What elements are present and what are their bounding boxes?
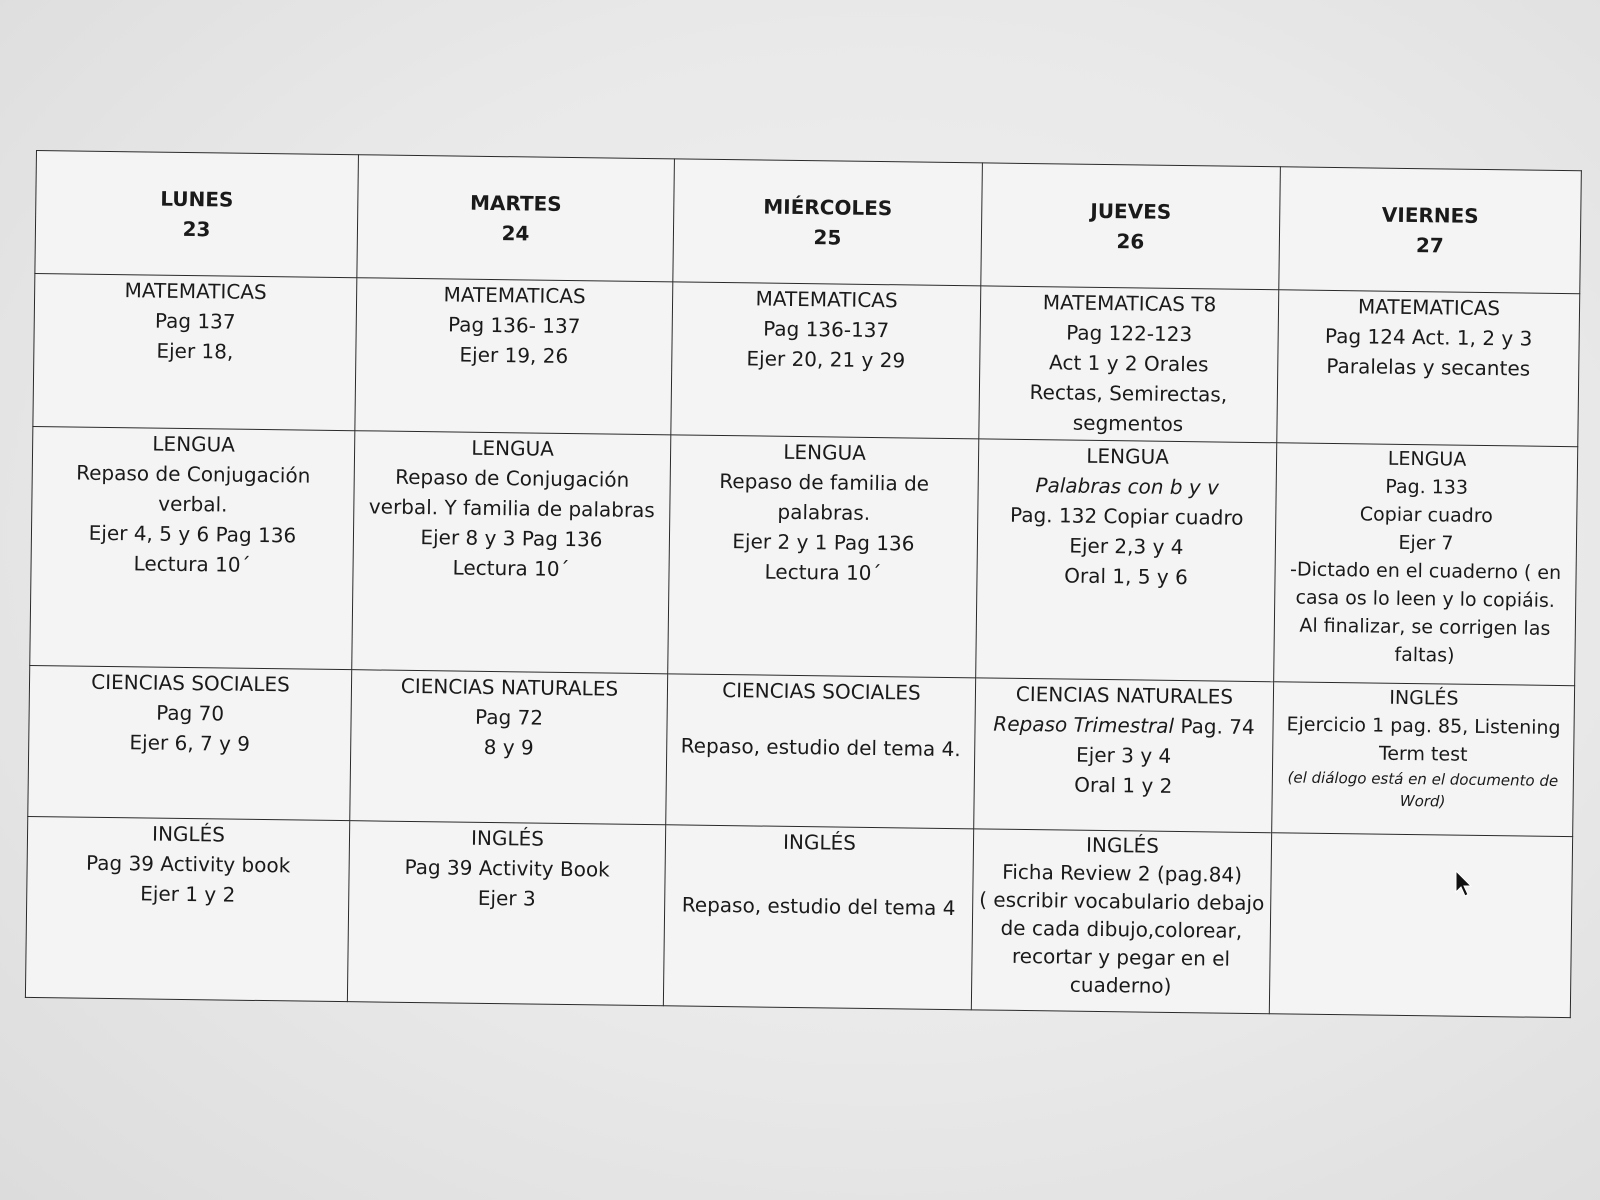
- day-header-friday: [1279, 167, 1582, 294]
- day-header-wednesday: [673, 159, 983, 286]
- task-line: Ejer 8 y 3 Pag 136: [420, 525, 603, 552]
- subject-label: INGLÉS: [470, 825, 545, 851]
- task-line: Pag 124 Act. 1, 2 y 3: [1324, 323, 1533, 351]
- subject-label: MATEMATICAS T8: [1042, 290, 1217, 317]
- subject-label: INGLÉS: [782, 829, 857, 855]
- task-line: [979, 708, 1268, 742]
- subject-label: INGLÉS: [1389, 686, 1459, 710]
- task-page: Pag. 74: [1180, 714, 1255, 740]
- task-line: Pag 70: [156, 700, 225, 726]
- cell-friday-1: [1277, 290, 1580, 447]
- task-line: Ejer 2 y 1 Pag 136: [732, 529, 915, 556]
- subject-label: LENGUA: [783, 439, 867, 465]
- subject-label: LENGUA: [471, 435, 555, 461]
- task-line: Repaso, estudio del tema 4: [681, 892, 956, 921]
- weekly-schedule-table: [25, 150, 1582, 1018]
- subject-label: CIENCIAS NATURALES: [1015, 681, 1234, 709]
- task-line: Copiar cuadro: [1359, 503, 1493, 528]
- day-date: 26: [1116, 229, 1145, 254]
- mouse-pointer-icon: [1455, 870, 1473, 898]
- task-line: Ejer 4, 5 y 6 Pag 136: [88, 520, 297, 548]
- subject-label: MATEMATICAS: [443, 282, 586, 309]
- cell-tuesday-1: [355, 278, 673, 435]
- task-line: 8 y 9: [483, 734, 534, 760]
- schedule-row-4: [25, 816, 1572, 1017]
- task-line: Repaso de familia de: [719, 468, 930, 496]
- subject-label: LENGUA: [152, 431, 236, 457]
- task-line: casa os lo leen y lo copiáis.: [1295, 586, 1556, 612]
- subject-label: MATEMATICAS: [755, 286, 898, 313]
- subject-label: MATEMATICAS: [124, 278, 267, 305]
- cell-monday-1: [33, 273, 357, 430]
- task-line: Pag. 132 Copiar cuadro: [1009, 502, 1244, 530]
- task-line: Paralelas y secantes: [1326, 353, 1531, 381]
- task-line: Oral 1 y 2: [1074, 772, 1173, 798]
- task-line: ( escribir vocabulario debajo: [979, 887, 1265, 916]
- day-date: 25: [813, 225, 842, 250]
- task-line: Pag 72: [474, 704, 544, 730]
- cell-thursday-2: [976, 439, 1277, 682]
- cell-monday-4: [25, 816, 349, 1001]
- task-line: Ejer 3 y 4: [1075, 742, 1172, 768]
- task-line: Pag 136- 137: [447, 312, 581, 339]
- schedule-sheet: [25, 150, 1581, 1025]
- cell-friday-4-empty: [1269, 833, 1572, 1018]
- task-line: Al finalizar, se corrigen las: [1299, 614, 1551, 640]
- day-name: MARTES: [469, 190, 562, 216]
- task-line: de cada dibujo,colorear,: [1000, 915, 1243, 943]
- day-name: JUEVES: [1090, 198, 1172, 224]
- cell-wednesday-2: [668, 435, 979, 678]
- task-line: Ejercicio 1 pag. 85, Listening: [1286, 713, 1561, 740]
- day-date: 27: [1415, 233, 1444, 258]
- task-line: Ficha Review 2 (pag.84): [1002, 859, 1243, 887]
- task-line: Repaso de Conjugación: [76, 460, 311, 488]
- day-header-thursday: [981, 163, 1281, 290]
- task-line: -Dictado en el cuaderno ( en: [1289, 558, 1562, 584]
- day-name: MIÉRCOLES: [763, 194, 893, 221]
- task-note: Word): [1399, 791, 1446, 811]
- task-line: Ejer 19, 26: [459, 342, 569, 368]
- task-line: Ejer 1 y 2: [140, 881, 236, 907]
- subject-label: CIENCIAS SOCIALES: [722, 678, 921, 705]
- task-line: Rectas, Semirectas,: [1029, 380, 1228, 407]
- spacer: [669, 855, 968, 893]
- schedule-row-3: [28, 665, 1575, 836]
- day-name: VIERNES: [1381, 202, 1479, 228]
- task-line: Repaso, estudio del tema 4.: [680, 733, 961, 762]
- subject-label: CIENCIAS SOCIALES: [91, 669, 290, 697]
- day-header-tuesday: [357, 155, 675, 282]
- task-line: Oral 1, 5 y 6: [1064, 563, 1188, 590]
- day-date: 23: [182, 216, 211, 242]
- task-line: Pag 39 Activity book: [85, 850, 291, 878]
- cell-thursday-3: [974, 678, 1274, 833]
- task-line: Pag 136-137: [763, 316, 890, 343]
- subject-label: MATEMATICAS: [1357, 294, 1501, 321]
- task-line: segmentos: [1072, 410, 1184, 437]
- schedule-row-1: [33, 273, 1580, 446]
- cell-wednesday-4: [663, 825, 973, 1010]
- task-line: faltas): [1394, 643, 1455, 667]
- cell-wednesday-1: [671, 282, 981, 439]
- task-line: palabras.: [777, 499, 871, 525]
- cell-friday-2: [1274, 443, 1578, 686]
- spacer: [671, 704, 970, 734]
- task-line: Lectura 10´: [452, 555, 570, 582]
- task-line: Ejer 18,: [156, 338, 234, 364]
- task-line: Pag 137: [154, 308, 236, 334]
- task-line: Ejer 20, 21 y 29: [746, 346, 906, 373]
- task-line: Ejer 6, 7 y 9: [129, 730, 251, 756]
- task-italic-part: Repaso Trimestral: [993, 711, 1175, 738]
- day-header-monday: [35, 151, 359, 278]
- cell-tuesday-2: [352, 431, 671, 674]
- task-line: cuaderno): [1069, 972, 1172, 998]
- task-line: Pag 39 Activity Book: [404, 854, 610, 882]
- task-line: Ejer 2,3 y 4: [1069, 533, 1184, 560]
- subject-label: CIENCIAS NATURALES: [400, 673, 619, 701]
- cell-friday-3: [1272, 682, 1575, 837]
- task-line: Pag 122-123: [1066, 320, 1193, 347]
- cell-thursday-4: [971, 829, 1271, 1014]
- schedule-row-2: [30, 426, 1578, 685]
- cell-tuesday-3: [350, 670, 668, 825]
- subject-label: LENGUA: [1387, 447, 1467, 471]
- subject-label: LENGUA: [1086, 443, 1170, 469]
- cell-wednesday-3: [666, 674, 976, 829]
- header-row: [35, 151, 1581, 294]
- task-line: Ejer 7: [1398, 531, 1454, 555]
- task-line: Pag. 133: [1385, 475, 1469, 499]
- cell-thursday-1: [979, 286, 1279, 443]
- day-name: LUNES: [160, 186, 234, 212]
- subject-label: INGLÉS: [151, 821, 226, 847]
- task-line: Palabras con b y v: [1035, 473, 1220, 500]
- subject-label: INGLÉS: [1085, 832, 1160, 858]
- task-line: Ejer 3: [477, 885, 536, 911]
- task-line: recortar y pegar en el: [1011, 943, 1231, 971]
- day-date: 24: [501, 221, 530, 246]
- task-line: Act 1 y 2 Orales: [1048, 350, 1209, 377]
- cell-tuesday-4: [347, 821, 665, 1006]
- task-line: verbal.: [158, 491, 228, 517]
- task-note: (el diálogo está en el documento de: [1287, 768, 1559, 790]
- task-line: Lectura 10´: [133, 551, 251, 577]
- cell-monday-3: [28, 665, 352, 820]
- cell-monday-2: [30, 426, 355, 669]
- task-line: Term test: [1378, 742, 1468, 766]
- task-line: verbal. Y familia de palabras: [368, 494, 655, 523]
- task-line: Lectura 10´: [764, 559, 882, 586]
- task-line: Repaso de Conjugación: [395, 464, 630, 492]
